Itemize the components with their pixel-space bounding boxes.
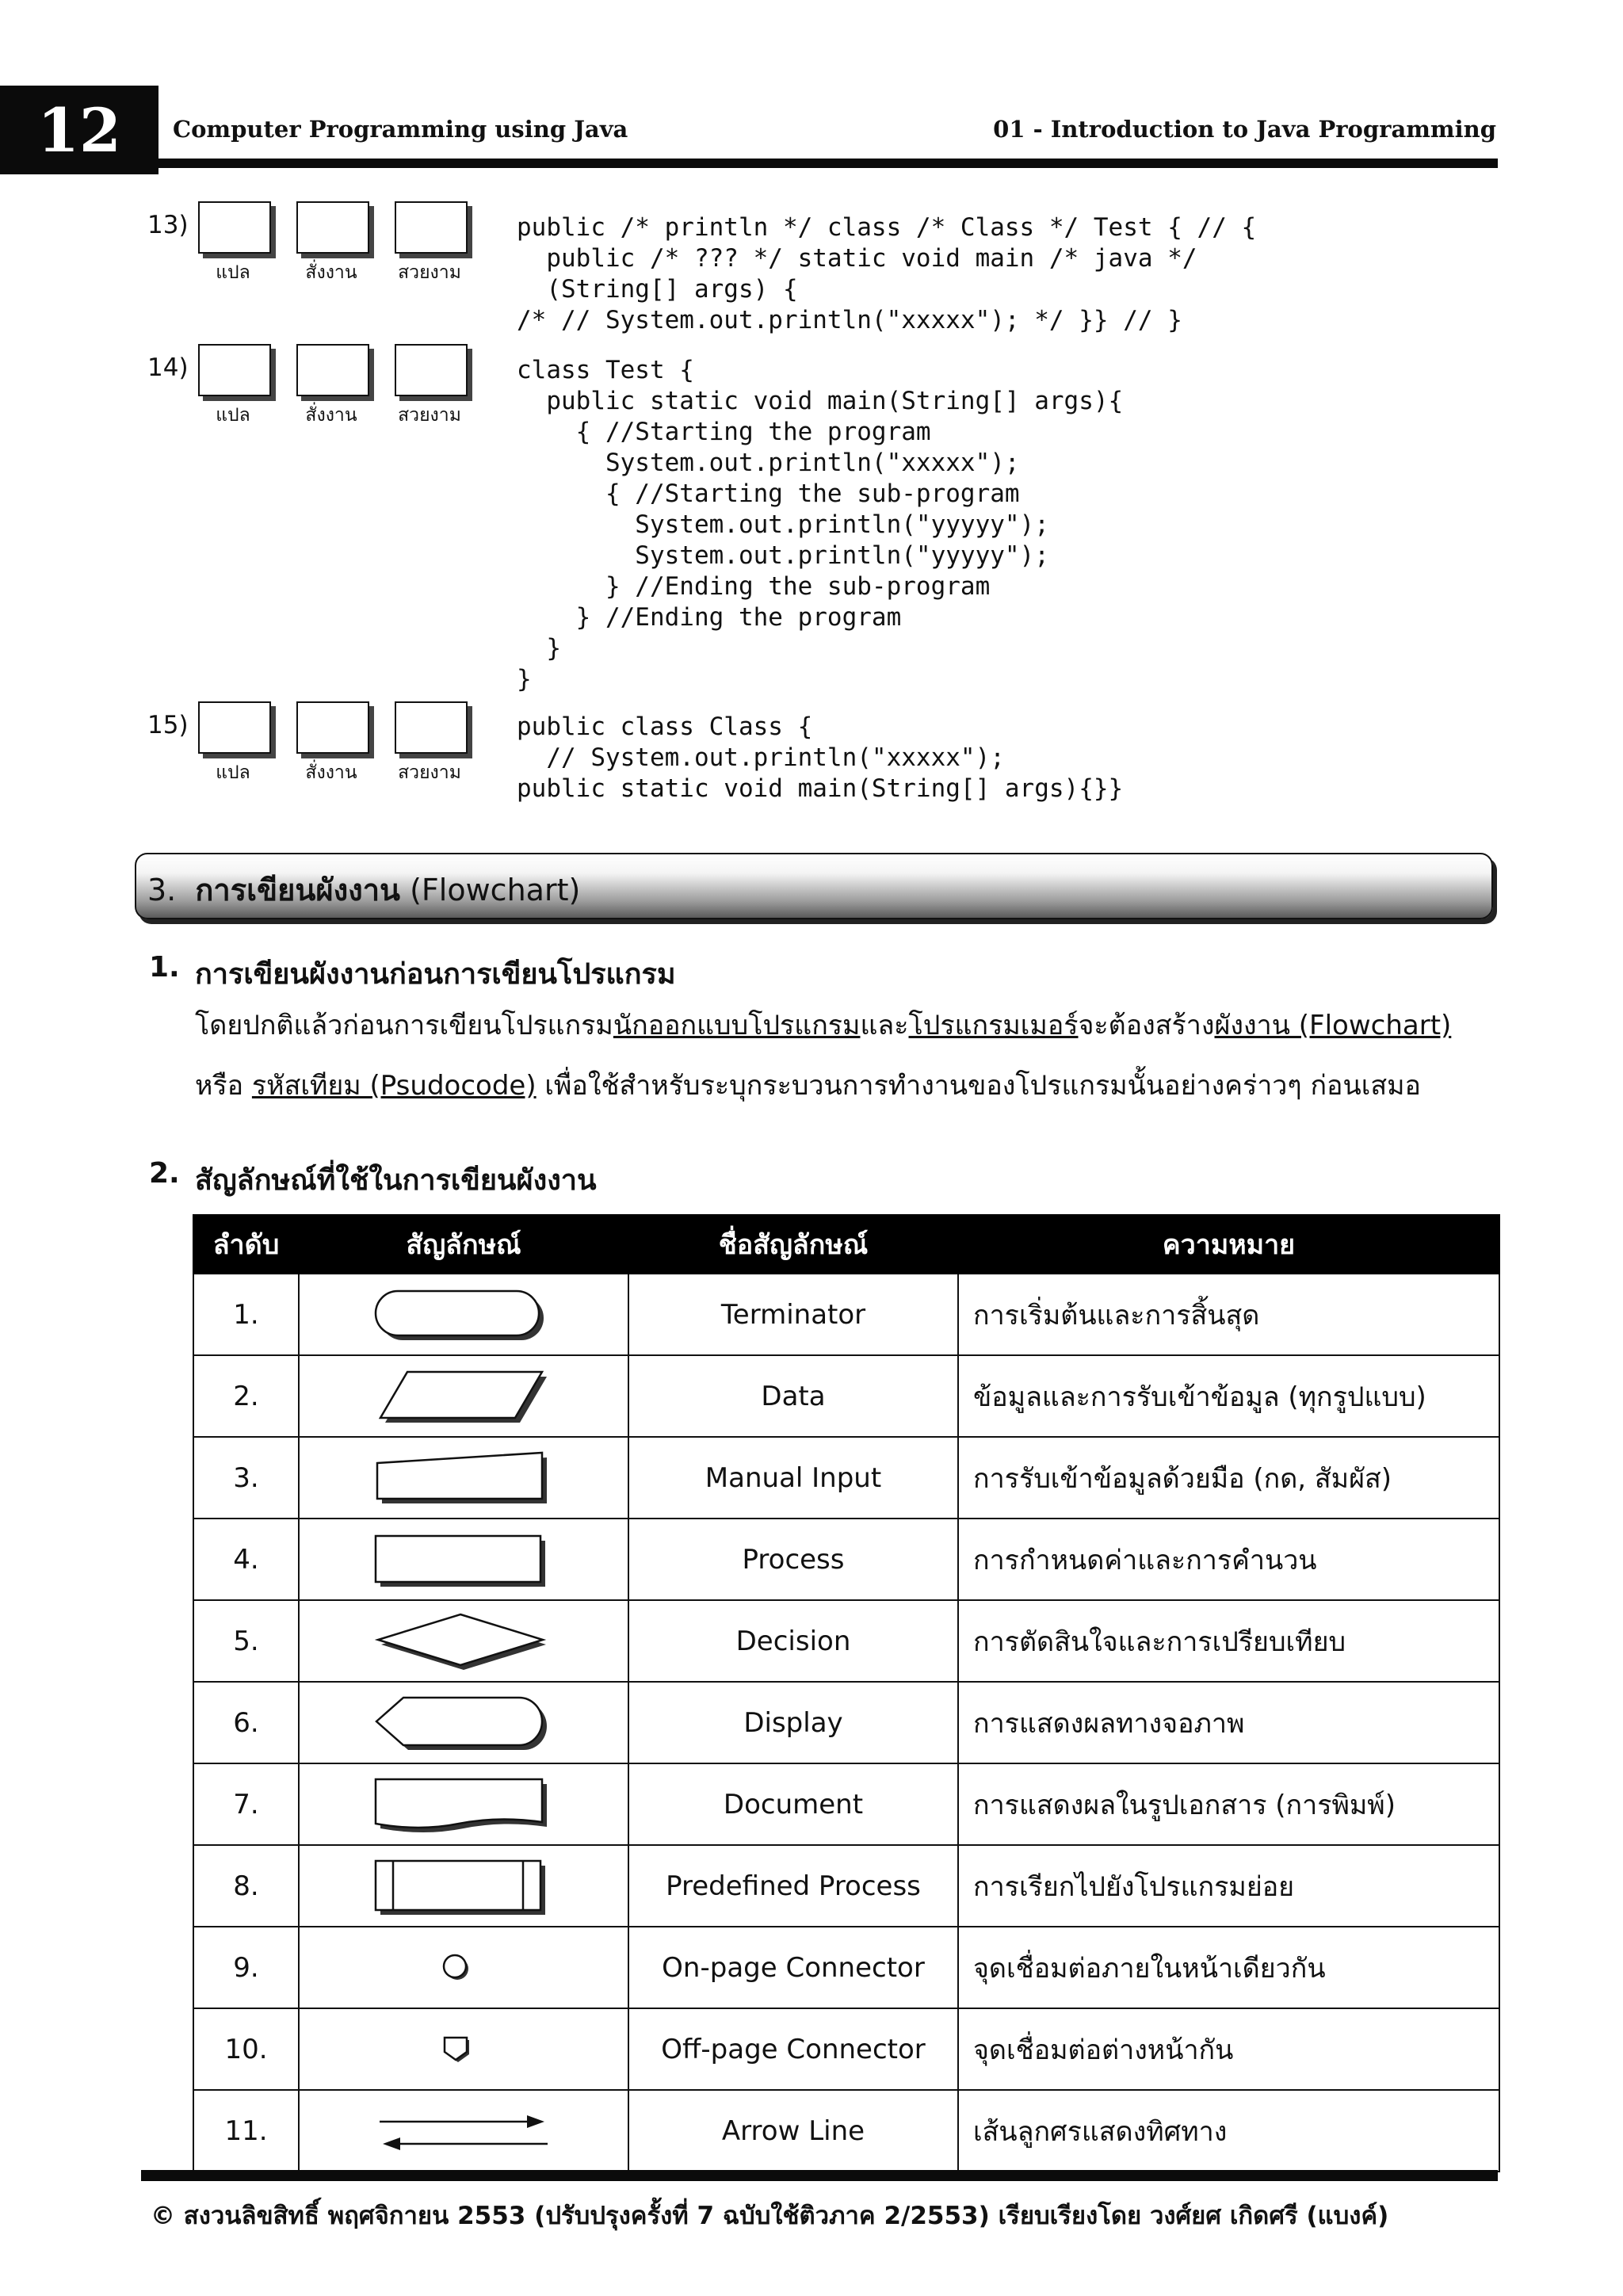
symbol-cell xyxy=(299,1519,628,1600)
symbol-name: Display xyxy=(628,1682,958,1763)
symbol-meaning: การรับเข้าข้อมูลด้วยมือ (กด, สัมผัส) xyxy=(958,1437,1499,1519)
table-row xyxy=(193,2008,1499,2090)
exercise-13-style-box[interactable] xyxy=(395,201,468,254)
symbol-cell xyxy=(299,1355,628,1437)
footer-rule xyxy=(141,2170,1498,2181)
page-number: 12 xyxy=(0,86,158,174)
symbol-meaning: การตัดสินใจและการเปรียบเทียบ xyxy=(958,1600,1499,1682)
section-title-en: (Flowchart) xyxy=(410,873,581,907)
process-shape xyxy=(369,1528,559,1591)
exercise-15-translate-box[interactable] xyxy=(198,701,271,754)
exercise-13-number: 13) xyxy=(147,211,189,239)
footer-copyright: © สงวนลิขสิทธิ์ พฤศจิกายน 2553 (ปรับปรุงครั้งที่ 7 ฉบับใช้ติวภาค 2/2553) เรียบเรียงโดย วงศ์ยศ เกิดศรี (แบงค์) xyxy=(151,2202,1389,2230)
exercise-15-run-box[interactable] xyxy=(296,701,369,754)
symbol-meaning: การเรียกไปยังโปรแกรมย่อย xyxy=(958,1845,1499,1927)
symbol-cell xyxy=(299,1600,628,1682)
flowchart-term: ผังงาน (Flowchart) xyxy=(1214,1010,1452,1041)
section-heading xyxy=(147,865,580,914)
header-symbol: สัญลักษณ์ xyxy=(299,1215,628,1274)
symbol-name: Arrow Line xyxy=(628,2090,958,2172)
symbol-meaning: การแสดงผลในรูปเอกสาร (การพิมพ์) xyxy=(958,1763,1499,1845)
symbol-cell xyxy=(299,1437,628,1519)
table-row xyxy=(193,1437,1499,1519)
table-row xyxy=(193,1763,1499,1845)
symbol-cell xyxy=(299,1274,628,1355)
symbol-name: Data xyxy=(628,1355,958,1437)
arrow-line-shape xyxy=(369,2099,559,2163)
header-symbol-name: ชื่อสัญลักษณ์ xyxy=(628,1215,958,1274)
exercise-15-number: 15) xyxy=(147,711,189,739)
table-row xyxy=(193,1274,1499,1355)
exercise-14-translate-box[interactable] xyxy=(198,344,271,396)
subsection-2-number: 2. xyxy=(149,1157,180,1190)
exercise-13-code: public /* println */ class /* Class */ Test { // { public /* ??? */ static void main /* java */ (String[] args) { /* // System.out.println("xxxxx"); */ }} // } xyxy=(517,213,1257,334)
table-row xyxy=(193,1682,1499,1763)
section-title-thai: การเขียนผังงาน xyxy=(195,873,401,907)
symbol-name: Predefined Process xyxy=(628,1845,958,1927)
symbol-name: Document xyxy=(628,1763,958,1845)
row-number: 11. xyxy=(193,2090,299,2172)
header-meaning: ความหมาย xyxy=(958,1215,1499,1274)
row-number: 7. xyxy=(193,1763,299,1845)
table-row xyxy=(193,1519,1499,1600)
symbol-name: Terminator xyxy=(628,1274,958,1355)
line-2-text-c: เพื่อใช้สำหรับระบุกระบวนการทำงานของโปรแกรมนั้นอย่างคร่าวๆ ก่อนเสมอ xyxy=(536,1070,1421,1102)
line-1-text-c: และ xyxy=(860,1010,909,1041)
row-number: 6. xyxy=(193,1682,299,1763)
flowchart-symbols-table xyxy=(193,1214,1500,2172)
terminator-shape xyxy=(369,1283,559,1347)
symbol-meaning: จุดเชื่อมต่อภายในหน้าเดียวกัน xyxy=(958,1927,1499,2008)
symbol-cell xyxy=(299,1845,628,1927)
row-number: 9. xyxy=(193,1927,299,2008)
header-rule xyxy=(158,159,1498,168)
subsection-1-title: การเขียนผังงานก่อนการเขียนโปรแกรม xyxy=(195,958,676,991)
symbol-meaning: เส้นลูกศรแสดงทิศทาง xyxy=(958,2090,1499,2172)
document-shape xyxy=(369,1773,559,1836)
symbol-meaning: การกำหนดค่าและการคำนวน xyxy=(958,1519,1499,1600)
exercise-14-number: 14) xyxy=(147,353,189,382)
program-designer-term: นักออกแบบโปรแกรม xyxy=(613,1010,861,1041)
line-1-text-a: โดยปกติแล้วก่อนการเขียนโปรแกรม xyxy=(195,1010,613,1041)
display-shape xyxy=(369,1691,559,1755)
exercise-14-label-style: สวยงาม xyxy=(398,405,461,426)
symbol-name: On-page Connector xyxy=(628,1927,958,2008)
row-number: 1. xyxy=(193,1274,299,1355)
symbol-cell xyxy=(299,1763,628,1845)
exercise-13-run-box[interactable] xyxy=(296,201,369,254)
subsection-1-line-1 xyxy=(195,1000,1451,1051)
exercise-15-label-run: สั่งงาน xyxy=(305,762,357,783)
symbol-name: Off-page Connector xyxy=(628,2008,958,2090)
symbol-name: Manual Input xyxy=(628,1437,958,1519)
data-shape xyxy=(369,1365,559,1428)
exercise-15-label-style: สวยงาม xyxy=(398,762,461,783)
on-page-connector-shape xyxy=(369,1936,559,2000)
symbol-cell xyxy=(299,1927,628,2008)
exercise-14-style-box[interactable] xyxy=(395,344,468,396)
exercise-13-translate-box[interactable] xyxy=(198,201,271,254)
symbol-cell xyxy=(299,2008,628,2090)
section-number: 3. xyxy=(147,873,177,907)
predefined-process-shape xyxy=(369,1855,559,1918)
row-number: 5. xyxy=(193,1600,299,1682)
exercise-14-code: class Test { public static void main(String[] args){ { //Starting the program System.out.println("xxxxx"); { //Starting the sub-program System.out.println("yyyyy"); System.out.println("yyyyy"); } //Ending the sub-program } //Ending the program } } xyxy=(517,356,1124,693)
row-number: 8. xyxy=(193,1845,299,1927)
programmer-term: โปรแกรมเมอร์ xyxy=(908,1010,1079,1041)
table-row xyxy=(193,2090,1499,2172)
header-order: ลำดับ xyxy=(193,1215,299,1274)
subsection-2-title: สัญลักษณ์ที่ใช้ในการเขียนผังงาน xyxy=(195,1164,597,1197)
table-row xyxy=(193,1927,1499,2008)
manual-input-shape xyxy=(369,1446,559,1510)
symbol-cell xyxy=(299,2090,628,2172)
exercise-15-style-box[interactable] xyxy=(395,701,468,754)
row-number: 4. xyxy=(193,1519,299,1600)
exercise-14-label-translate: แปล xyxy=(216,405,250,426)
symbol-meaning: ข้อมูลและการรับเข้าข้อมูล (ทุกรูปแบบ) xyxy=(958,1355,1499,1437)
chapter-title: 01 - Introduction to Java Programming xyxy=(993,116,1496,143)
exercise-15-label-translate: แปล xyxy=(216,762,250,783)
line-2-text-a: หรือ xyxy=(195,1070,252,1102)
symbol-cell xyxy=(299,1682,628,1763)
pseudocode-term: รหัสเทียม (Psudocode) xyxy=(251,1070,537,1102)
subsection-1-line-2 xyxy=(195,1060,1421,1111)
exercise-14-label-run: สั่งงาน xyxy=(305,405,357,426)
subsection-1-number: 1. xyxy=(149,951,180,984)
symbol-meaning: การเริ่มต้นและการสิ้นสุด xyxy=(958,1274,1499,1355)
line-1-text-e: จะต้องสร้าง xyxy=(1078,1010,1215,1041)
off-page-connector-shape xyxy=(369,2018,559,2081)
decision-shape xyxy=(369,1610,559,1673)
row-number: 10. xyxy=(193,2008,299,2090)
symbol-name: Decision xyxy=(628,1600,958,1682)
table-row xyxy=(193,1355,1499,1437)
row-number: 3. xyxy=(193,1437,299,1519)
exercise-13-label-translate: แปล xyxy=(216,262,250,283)
exercise-13-label-style: สวยงาม xyxy=(398,262,461,283)
symbol-meaning: จุดเชื่อมต่อต่างหน้ากัน xyxy=(958,2008,1499,2090)
exercise-13-label-run: สั่งงาน xyxy=(305,262,357,283)
table-header-row xyxy=(193,1215,1499,1274)
table-row xyxy=(193,1600,1499,1682)
table-row xyxy=(193,1845,1499,1927)
row-number: 2. xyxy=(193,1355,299,1437)
symbol-meaning: การแสดงผลทางจอภาพ xyxy=(958,1682,1499,1763)
symbol-name: Process xyxy=(628,1519,958,1600)
exercise-15-code: public class Class { // System.out.println("xxxxx"); public static void main(String[] args){}} xyxy=(517,712,1124,803)
book-title: Computer Programming using Java xyxy=(173,116,628,143)
exercise-14-run-box[interactable] xyxy=(296,344,369,396)
